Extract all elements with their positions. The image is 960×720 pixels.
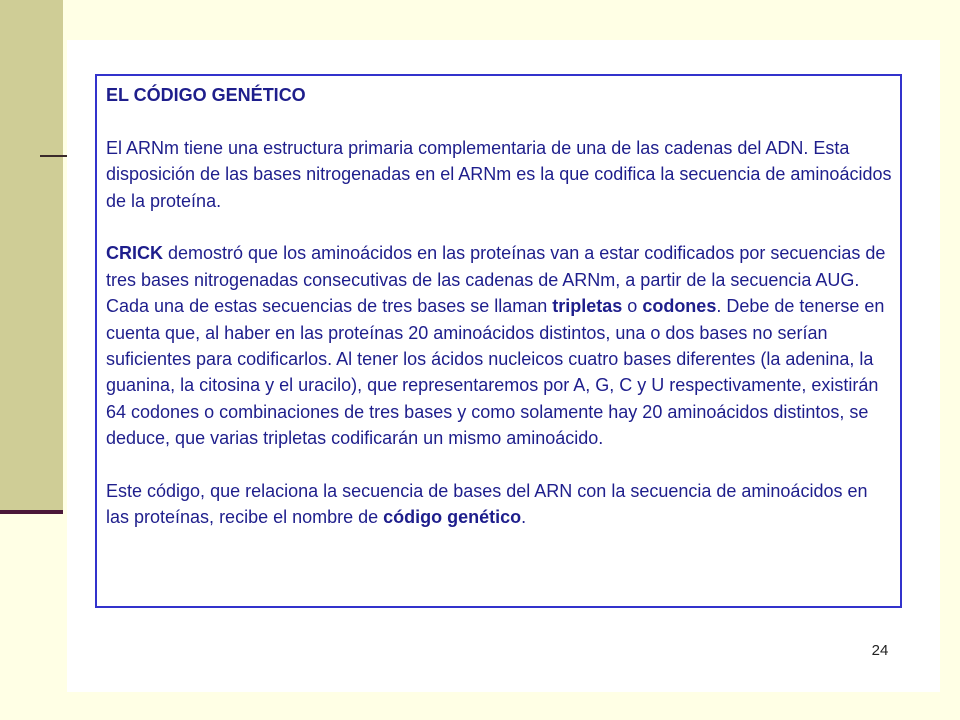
slide-title: EL CÓDIGO GENÉTICO xyxy=(106,85,306,105)
paragraph-crick-text-a: demostró que los aminoácidos en las proteínas van a estar codificados por secuencias de tres bases nitrogenadas consecutivas de las cadenas de ARNm, a partir de la secuencia AUG. Cada una de estas secuencias de tres bases se llaman xyxy=(106,243,886,317)
decorative-rule xyxy=(40,155,67,157)
crick-name: CRICK xyxy=(106,243,163,264)
term-tripletas: tripletas xyxy=(552,296,623,317)
text-box xyxy=(95,74,902,608)
spacer xyxy=(106,452,892,478)
paragraph-crick-text-c: . Debe de tenerse en cuenta que, al haber en las proteínas 20 aminoácidos distintos, una o dos bases no serían suficientes para codificarlos. Al tener los ácidos nucleicos cuatro bases diferentes (la adenina, la guanina, la citosina y el uracilo), que representaremos por A, G, C y U respectivamente, existirán 64 codones o combinaciones de tres bases y como solamente hay 20 aminoácidos distintos, se deduce, que varias tripletas codificarán un mismo aminoácido. xyxy=(106,296,885,449)
paragraph-codigo-text-a: Este código, que relaciona la secuencia de bases del ARN con la secuencia de aminoácidos en las proteínas, recibe el nombre de xyxy=(106,481,868,528)
sidebar-band xyxy=(0,0,63,512)
paragraph-codigo-text-b: . xyxy=(521,507,527,528)
spacer xyxy=(106,214,892,240)
paragraph-crick-text-b: o xyxy=(622,296,643,317)
spacer xyxy=(106,108,892,134)
page-number: 24 xyxy=(871,642,889,659)
term-codones: codones xyxy=(642,296,717,317)
paragraph-codigo xyxy=(106,478,892,531)
paragraph-crick xyxy=(106,240,892,451)
sidebar-accent-line xyxy=(0,510,63,514)
paragraph-arnm: El ARNm tiene una estructura primaria complementaria de una de las cadenas del ADN. Esta disposición de las bases nitrogenadas en el ARNm es la que codifica la secuencia de aminoácidos de la proteína. xyxy=(106,137,892,211)
term-codigo-genetico: código genético xyxy=(383,507,522,528)
